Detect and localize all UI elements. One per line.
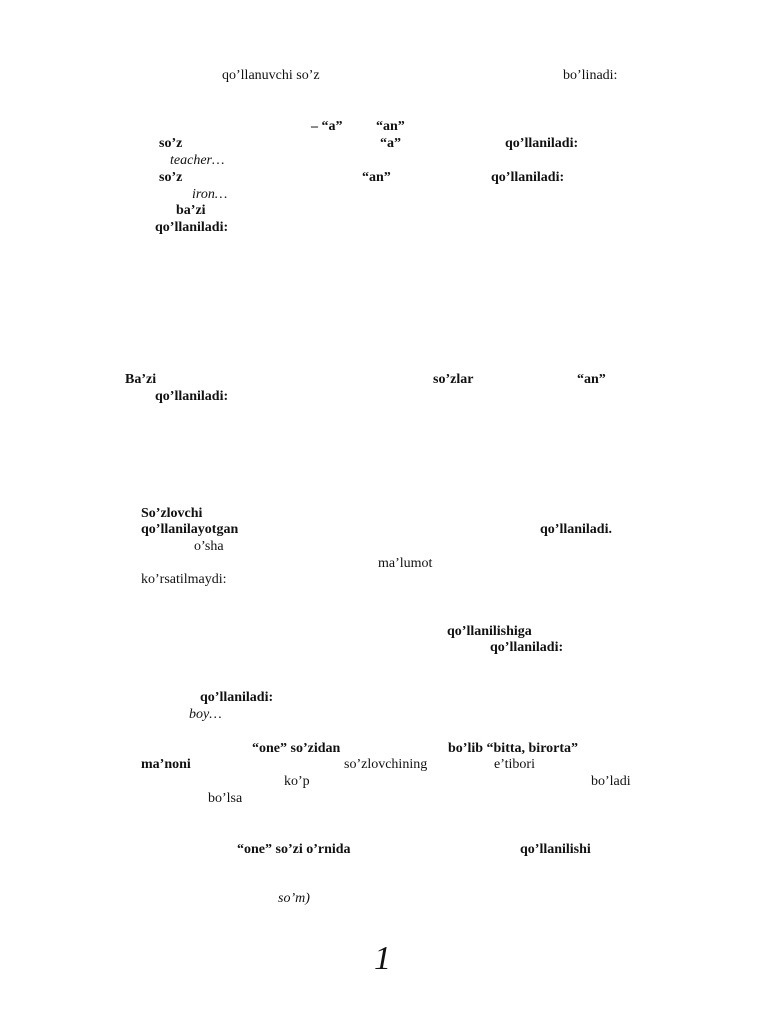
text-one-sozi-ornida: “one” so’zi o’rnida — [237, 842, 351, 857]
text-kop: ko’p — [284, 774, 310, 789]
example-boy: boy… — [189, 707, 222, 722]
example-iron: iron… — [192, 187, 228, 202]
text-qollaniladi: qo’llaniladi. — [540, 522, 612, 537]
text-qollanilishi: qo’llanilishi — [520, 842, 591, 857]
text-qollanuvchi-soz: qo’llanuvchi so’z — [222, 68, 320, 83]
text-manoni: ma’noni — [141, 757, 191, 772]
text-bolib-bitta: bo’lib “bitta, birorta” — [448, 741, 579, 756]
text-sozlovchining: so’zlovchining — [344, 757, 428, 772]
text-korsatilmaydi: ko’rsatilmaydi: — [141, 572, 227, 587]
text-bazi: ba’zi — [176, 203, 206, 218]
text-sozlovchi: So’zlovchi — [141, 506, 203, 521]
text-qollaniladi: qo’llaniladi: — [155, 220, 229, 235]
text-bazi-heading: Ba’zi — [125, 372, 157, 387]
text-an-quote: “an” — [362, 170, 391, 185]
text-a-article: – “a” — [311, 119, 343, 134]
text-a-quote: “a” — [380, 136, 401, 151]
text-boladi: bo’ladi — [591, 774, 631, 789]
text-an-article: “an” — [376, 119, 405, 134]
text-qollaniladi: qo’llaniladi: — [155, 389, 229, 404]
text-qollanilayotgan: qo’llanilayotgan — [141, 522, 239, 537]
text-osha: o’sha — [194, 539, 224, 554]
text-qollaniladi: qo’llaniladi: — [200, 690, 274, 705]
text-sozlar: so’zlar — [433, 372, 474, 387]
text-soz: so’z — [159, 136, 183, 151]
text-bolinadi: bo’linadi: — [563, 68, 618, 83]
text-som: so’m) — [278, 891, 310, 906]
text-qollaniladi: qo’llaniladi: — [491, 170, 565, 185]
text-qollaniladi: qo’llaniladi: — [490, 640, 564, 655]
text-bolsa: bo’lsa — [208, 791, 243, 806]
text-malumot: ma’lumot — [378, 556, 433, 571]
text-one-sozidan: “one” so’zidan — [252, 741, 341, 756]
page-number: 1 — [374, 940, 391, 977]
text-an-quote: “an” — [577, 372, 606, 387]
text-qollanilishiga: qo’llanilishiga — [447, 624, 532, 639]
text-etibori: e’tibori — [494, 757, 535, 772]
example-teacher: teacher… — [170, 153, 225, 168]
text-qollaniladi: qo’llaniladi: — [505, 136, 579, 151]
text-soz: so’z — [159, 170, 183, 185]
